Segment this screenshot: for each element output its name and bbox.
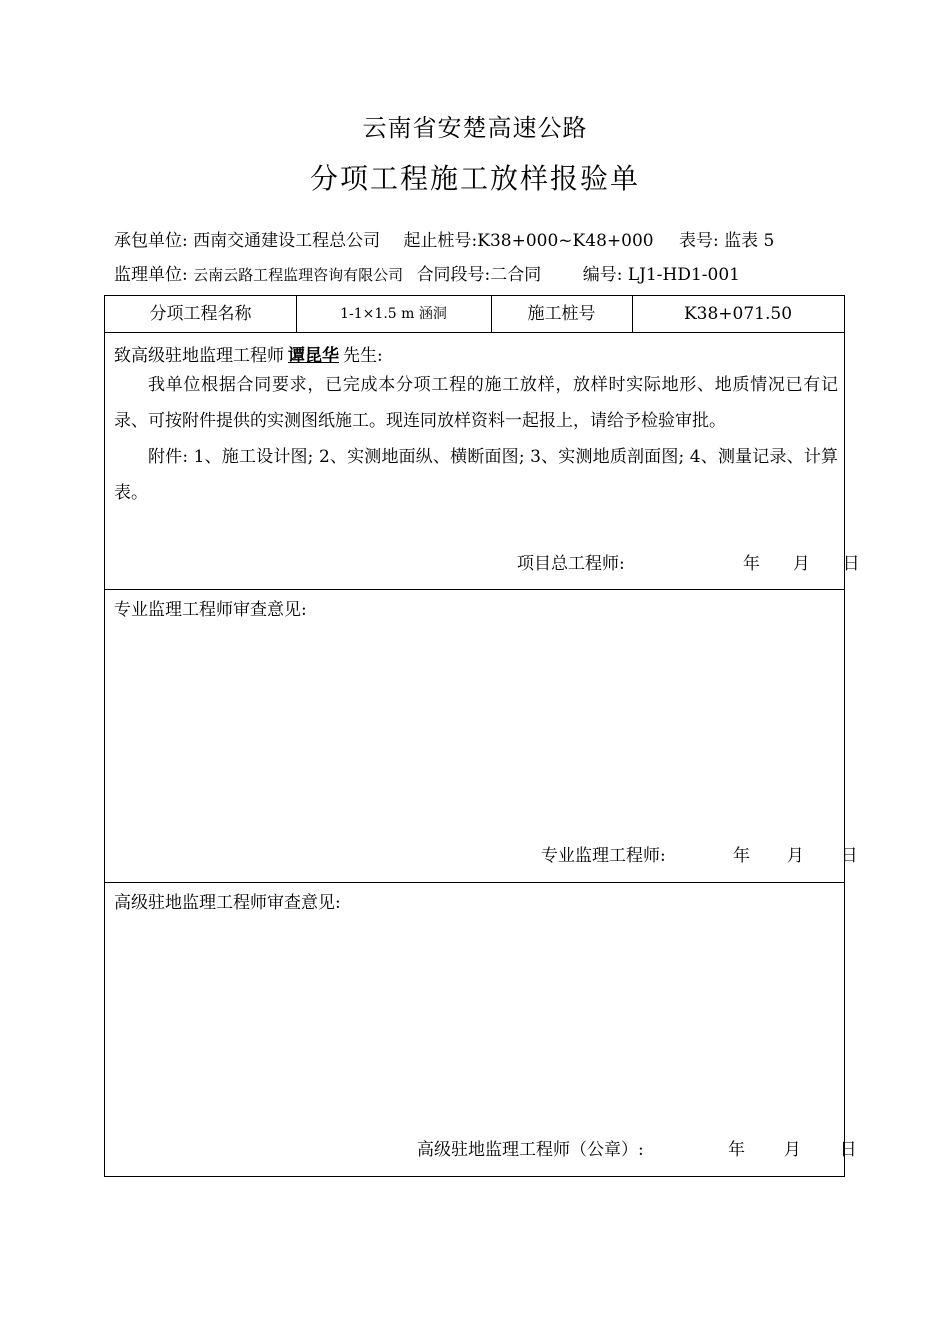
day-label: 日: [840, 846, 858, 866]
senior-engineer-signature-label: 高级驻地监理工程师（公章）:: [417, 1140, 644, 1160]
contractor-label: 承包单位:: [114, 231, 194, 251]
addressee-line: [114, 341, 383, 366]
day-label: 日: [842, 554, 860, 574]
station-value: K38+071.50: [683, 304, 793, 324]
serial-label: 编号:: [582, 265, 628, 285]
application-section: [105, 333, 860, 590]
senior-review-date: [728, 1135, 857, 1160]
month-label: 月: [783, 1140, 801, 1160]
month-label: 月: [792, 554, 810, 574]
application-body: [114, 367, 838, 511]
year-label: 年: [728, 1140, 745, 1160]
supervisor-label: 监理单位:: [114, 265, 194, 285]
specialist-review-title: 专业监理工程师审查意见:: [114, 600, 307, 620]
contractor-value: 西南交通建设工程总公司: [193, 231, 381, 251]
table-header-row: [105, 296, 844, 333]
form-no-label: 表号:: [678, 231, 725, 251]
senior-review-section: [105, 883, 857, 1176]
application-paragraph: 我单位根据合同要求，已完成本分项工程的施工放样，放样时实际地形、地质情况已有记录、可按附件提供的实测图纸施工。现连同放样资料一起报上，请给予检验审批。: [114, 375, 838, 431]
station-label: 施工桩号: [491, 296, 633, 332]
supervisor-value: 云南云路工程监理咨询有限公司: [193, 266, 404, 284]
inspection-form-table: [104, 295, 860, 1177]
specialist-engineer-signature-label: 专业监理工程师:: [541, 846, 666, 866]
addressee-name: 谭昆华: [288, 346, 339, 366]
info-line-contractor: [114, 226, 774, 251]
year-label: 年: [743, 554, 760, 574]
form-no-value: 监表 5: [724, 231, 775, 251]
serial-value: LJ1-HD1-001: [627, 265, 740, 285]
specialist-review-section: [105, 590, 858, 883]
senior-review-title: 高级驻地监理工程师审查意见:: [114, 893, 341, 913]
contract-section-label: 合同段号:: [416, 265, 491, 285]
attachments-paragraph: 附件: 1、施工设计图; 2、实测地面纵、横断面图; 3、实测地质剖面图; 4、测量记录、计算表。: [114, 447, 838, 503]
station-range-value: K38+000~K48+000: [477, 231, 654, 251]
month-label: 月: [786, 846, 804, 866]
chief-engineer-signature-label: 项目总工程师:: [517, 554, 625, 574]
item-name-value: 1-1×1.5 m 涵洞: [296, 296, 492, 332]
item-name-label: 分项工程名称: [105, 296, 297, 332]
station-range-label: 起止桩号:: [403, 231, 478, 251]
year-label: 年: [733, 846, 750, 866]
contract-section-value: 二合同: [490, 265, 542, 285]
specialist-review-date: [733, 841, 858, 866]
application-date: [743, 549, 860, 574]
addressee-suffix: 先生:: [343, 346, 383, 366]
addressee-prefix: 致高级驻地监理工程师: [114, 346, 284, 366]
day-label: 日: [839, 1140, 857, 1160]
form-title: 分项工程施工放样报验单: [309, 162, 640, 195]
document-title: 云南省安楚高速公路: [362, 114, 588, 142]
info-line-supervisor: [114, 260, 740, 285]
